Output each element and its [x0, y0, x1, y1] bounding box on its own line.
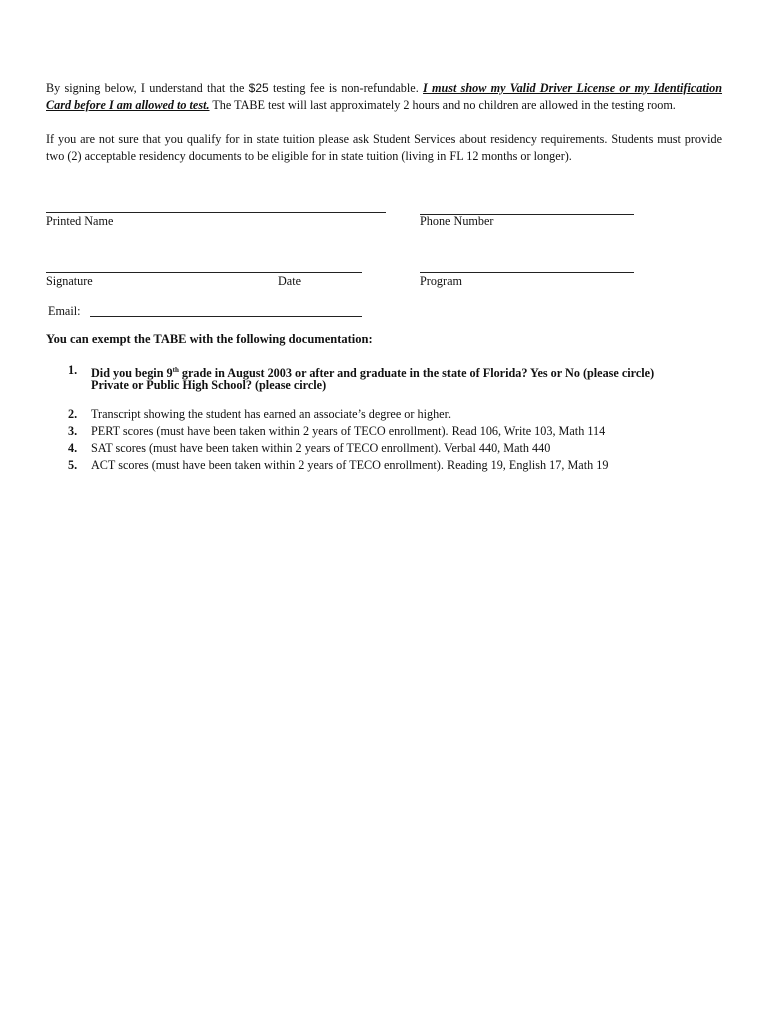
- list-item-number: 4.: [68, 441, 78, 455]
- ack-text-1: By signing below, I understand that the: [46, 81, 245, 95]
- list-item: [68, 362, 708, 394]
- acknowledgement-paragraph: [46, 80, 722, 114]
- list-item-text: SAT scores (must have been taken within 2 years of TECO enrollment). Verbal 440, Math 440: [91, 441, 551, 455]
- fee-amount: $25: [248, 81, 269, 95]
- school-type-question: Private or Public High School? (please circle): [91, 378, 327, 392]
- signature-label: Signature: [46, 274, 93, 288]
- date-label: Date: [278, 274, 302, 288]
- list-item-text: ACT scores (must have been taken within 2 years of TECO enrollment). Reading 19, English 17, Math 19: [91, 458, 609, 472]
- ack-text-2: testing fee is non-refundable.: [272, 81, 419, 95]
- email-label: Email:: [48, 304, 81, 318]
- grade-question-text-cont: grade in August 2003 or after and graduate in the state of Florida? Yes or No (please circle): [178, 366, 655, 381]
- phone-number-label: Phone Number: [420, 214, 494, 228]
- signature-date-line[interactable]: [46, 272, 362, 273]
- exempt-heading: You can exempt the TABE with the following documentation:: [46, 332, 373, 346]
- list-item-text: Transcript showing the student has earned an associate’s degree or higher.: [91, 407, 451, 421]
- list-item-number: 3.: [68, 424, 78, 438]
- list-item-number: 2.: [68, 407, 78, 421]
- ordinal-suffix: th: [172, 366, 179, 374]
- email-line[interactable]: [90, 316, 362, 317]
- list-item-text: PERT scores (must have been taken within 2 years of TECO enrollment). Read 106, Write 103, Math 114: [91, 424, 606, 438]
- printed-name-label: Printed Name: [46, 214, 114, 228]
- grade-question-text: Did you begin 9: [91, 366, 173, 381]
- program-label: Program: [420, 274, 462, 288]
- list-item-number: 5.: [68, 458, 78, 472]
- program-line[interactable]: [420, 272, 634, 273]
- id-requirement-notice: I must show my Valid Driver License or my Identification Card before I am allowed to test.: [46, 81, 723, 112]
- list-item-number: 1.: [68, 363, 78, 377]
- printed-name-line[interactable]: [46, 212, 386, 213]
- residency-paragraph: If you are not sure that you qualify for in state tuition please ask Student Services about residency requirements. Students must provide two (2) acceptable residency documents to be eligible for in state tuition (living in FL 12 months or longer).: [46, 132, 722, 163]
- ack-text-3: The TABE test will last approximately 2 hours and no children are allowed in the testing room.: [212, 98, 676, 112]
